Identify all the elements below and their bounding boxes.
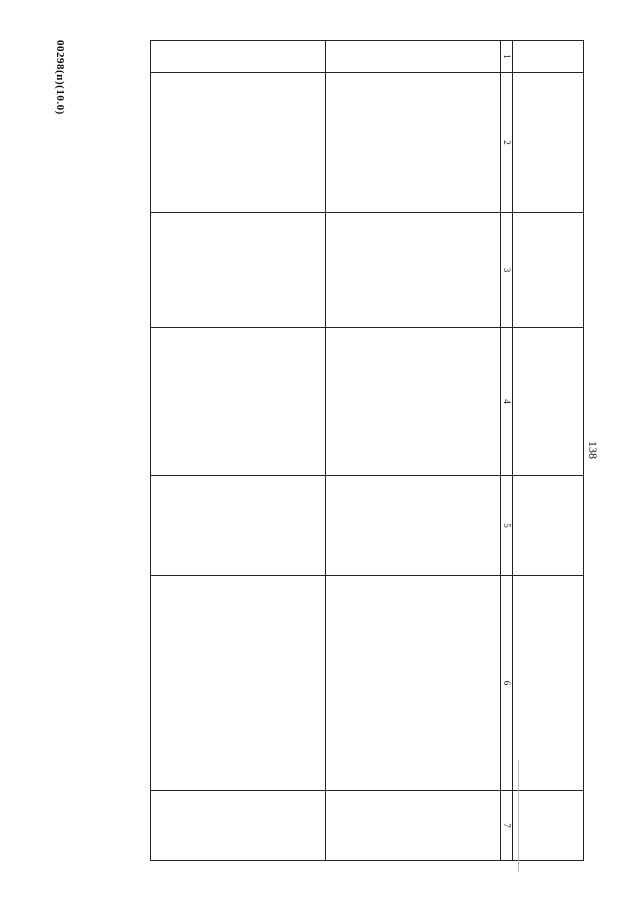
footer-code: 00298(п)(10.0) — [54, 40, 66, 115]
column-number: 4 — [501, 328, 513, 476]
header-treatment-method — [513, 576, 584, 791]
scan-fold-line — [518, 760, 519, 872]
header-icd-codes — [513, 213, 584, 328]
header-cost-standard — [513, 791, 584, 861]
column-number: 2 — [501, 73, 513, 213]
header-row — [513, 41, 584, 861]
page-number: 138 — [586, 441, 600, 459]
column-number: 1 — [501, 41, 513, 73]
cell-vmp-name — [151, 73, 326, 213]
header-patient-model — [513, 328, 584, 476]
table-row — [326, 41, 501, 861]
cell-icd-codes — [326, 213, 501, 328]
cell-treatment-type — [151, 476, 326, 576]
cell-patient-model — [151, 328, 326, 476]
cell-treatment-type — [326, 476, 501, 576]
column-number: 7 — [501, 791, 513, 861]
rotated-content — [20, 40, 600, 860]
cell-treatment-method — [151, 576, 326, 791]
cell-cost-standard — [326, 791, 501, 861]
table-row — [151, 41, 326, 861]
cell-treatment-method — [326, 576, 501, 791]
cell-vmp-name — [326, 73, 501, 213]
header-vmp-name — [513, 73, 584, 213]
header-group-number — [513, 41, 584, 73]
header-treatment-type — [513, 476, 584, 576]
cell-group — [151, 41, 326, 73]
vmp-table — [150, 40, 584, 861]
column-number: 3 — [501, 213, 513, 328]
cell-group — [326, 41, 501, 73]
column-number: 5 — [501, 476, 513, 576]
cell-icd-codes — [151, 213, 326, 328]
cell-patient-model — [326, 328, 501, 476]
cell-cost-standard — [151, 791, 326, 861]
column-number: 6 — [501, 576, 513, 791]
column-numbers-row — [501, 41, 513, 861]
